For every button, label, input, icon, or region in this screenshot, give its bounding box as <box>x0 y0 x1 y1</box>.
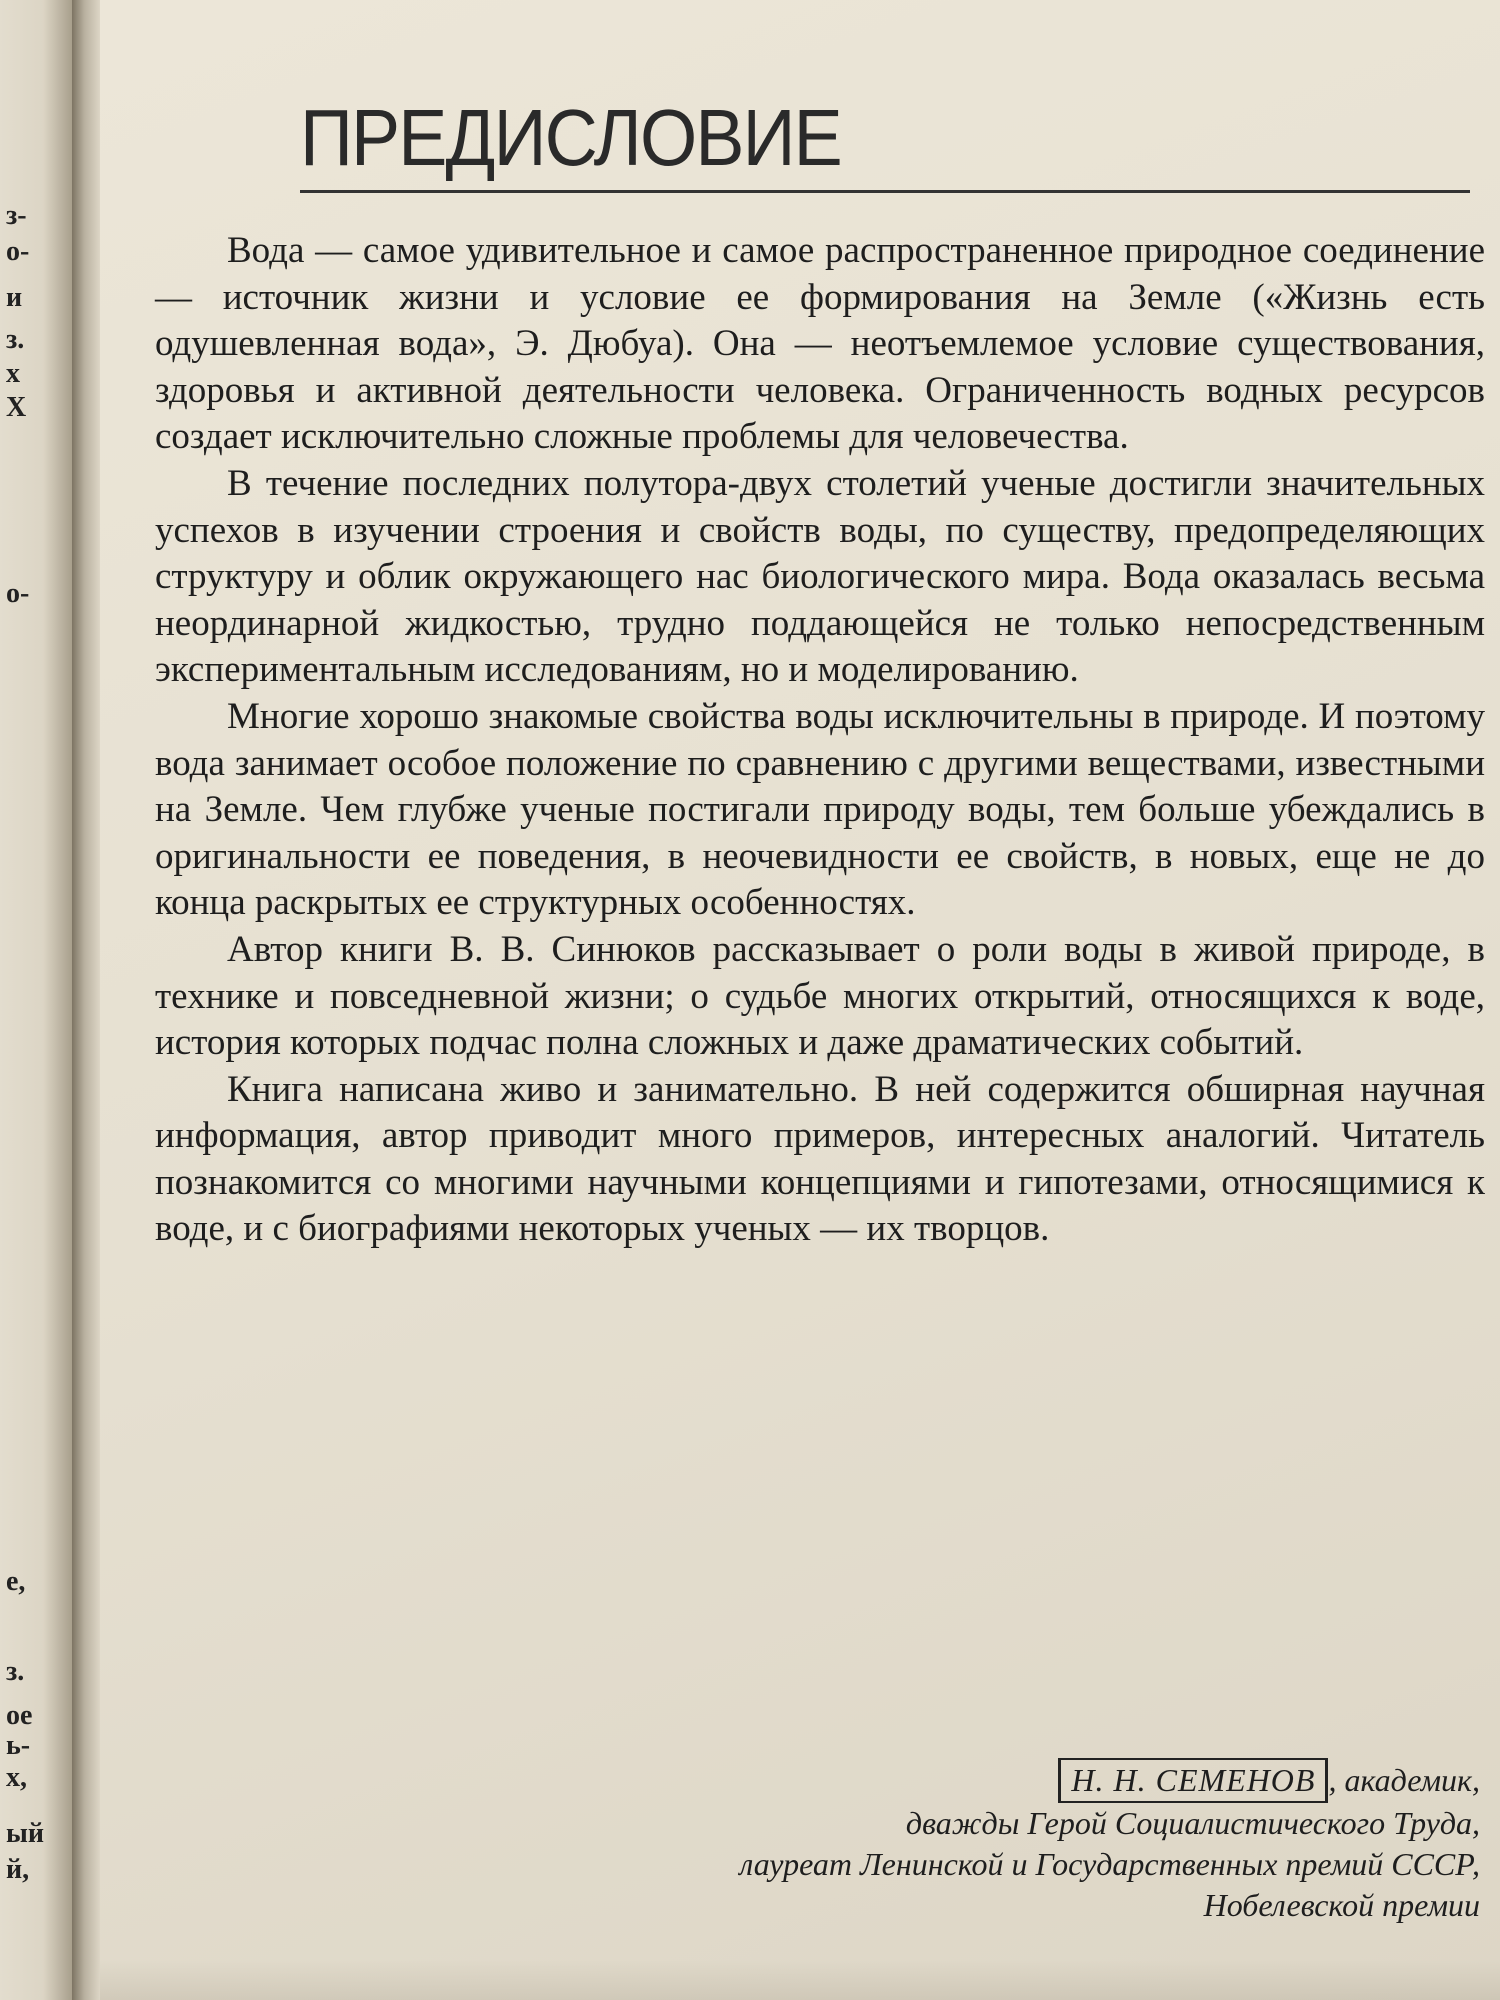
signature-first-line <box>440 1758 1480 1803</box>
page-title: ПРЕДИСЛОВИЕ <box>300 93 841 182</box>
signature-line: Нобелевской премии <box>1203 1887 1480 1923</box>
page-shadow <box>100 1960 1500 2000</box>
left-page-fragment: з. <box>6 324 25 355</box>
left-page-fragment: х <box>6 358 20 389</box>
title-underline <box>300 190 1470 193</box>
author-signature <box>440 1758 1480 1926</box>
left-page-fragment: е, <box>6 1566 26 1597</box>
paragraph: В течение последних полутора-двух столетий ученые достигли значительных успехов в изучении строения и свойств воды, по существу, предопределяющих структуру и облик окружающего нас биологического мира. Вода оказалась весьма неординарной жидкостью, трудно поддающейся не только непосредственным экспериментальным исследованиям, но и моделированию. <box>155 462 1485 691</box>
book-page <box>100 0 1500 2000</box>
signature-name: Н. Н. СЕМЕНОВ <box>1058 1758 1328 1803</box>
book-gutter <box>72 0 100 2000</box>
signature-line: дважды Герой Социалистического Труда, <box>905 1805 1480 1841</box>
left-page-fragment: ый <box>6 1818 44 1849</box>
paragraph: Книга написана живо и занимательно. В ней содержится обширная научная информация, автор приводит много примеров, интересных аналогий. Читатель познакомится со многими научными концепциями и гипотезами, относящимися к воде, и с биографиями некоторых ученых — их творцов. <box>155 1068 1485 1250</box>
left-page-fragment: о- <box>6 236 30 267</box>
left-page-fragment: ь- <box>6 1730 31 1761</box>
paragraph: Автор книги В. В. Синюков рассказывает о роли воды в живой природе, в технике и повседневной жизни; о судьбе многих открытий, относящихся к воде, история которых подчас полна сложных и даже драматических событий. <box>155 928 1485 1064</box>
left-page-fragment: ое <box>6 1700 33 1731</box>
paragraph: Многие хорошо знакомые свойства воды исключительны в природе. И поэтому вода занимает особое положение по сравнению с другими веществами, известными на Земле. Чем глубже ученые постигали природу воды, тем больше убеждались в оригинальности ее поведения, в неочевидности ее свойств, в новых, еще не до конца раскрытых ее структурных особенностях. <box>155 695 1485 924</box>
signature-title: , академик, <box>1328 1762 1480 1798</box>
left-page-edge <box>0 0 72 2000</box>
left-page-fragment: Х <box>6 392 27 423</box>
left-page-fragment: и <box>6 282 23 313</box>
left-page-fragment: з. <box>6 1656 25 1687</box>
left-page-fragment: х, <box>6 1762 27 1793</box>
left-page-fragment: з- <box>6 200 27 231</box>
left-page-fragment: й, <box>6 1854 30 1885</box>
signature-line: лауреат Ленинской и Государственных премий СССР, <box>739 1846 1480 1882</box>
preface-body <box>155 228 1485 1253</box>
paragraph: Вода — самое удивительное и самое распространенное природное соединение — источник жизни и условие ее формирования на Земле («Жизнь есть одушевленная вода», Э. Дюбуа). Она — неотъемлемое условие существования, здоровья и активной деятельности человека. Ограниченность водных ресурсов создает исключительно сложные проблемы для человечества. <box>155 230 1485 458</box>
left-page-fragment: о- <box>6 578 30 609</box>
